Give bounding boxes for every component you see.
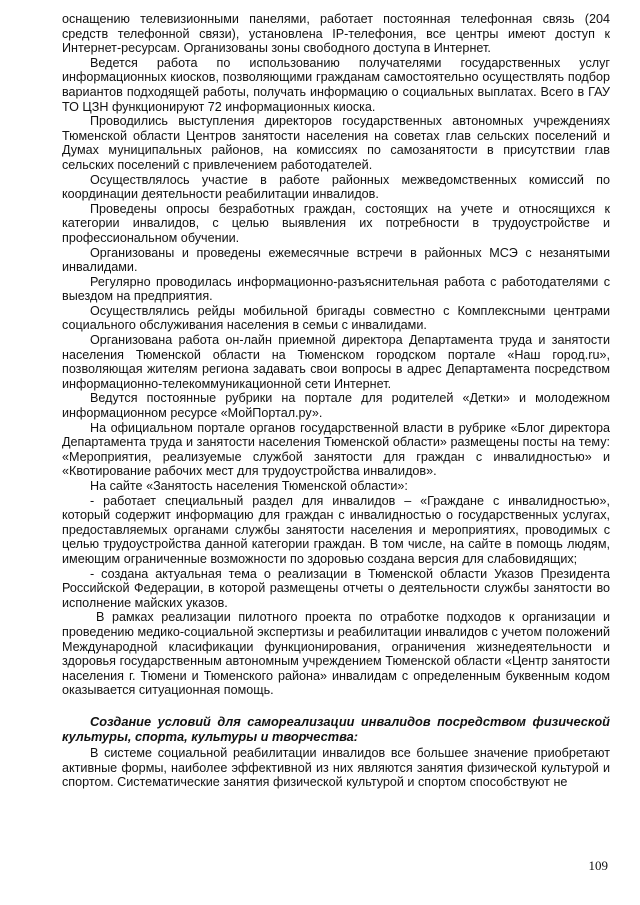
paragraph: В рамках реализации пилотного проекта по отработке подходов к организации и проведению медико-социальной экспертизы и реабилитации инвалидов с учетом положений Международной класификации функционирования, ограничения жизнедеятельности и здоровья государственным автономным учреждением Тюменской области «Центр занятости населения г. Тюмени и Тюменского района» инвалидам с определенным буквенным кодом оказывается ситуационная помощь.: [62, 610, 610, 698]
page-number: 109: [588, 858, 608, 873]
section-heading: Создание условий для самореализации инвалидов посредством физической культуры, спорта, культуры и творчества:: [62, 713, 610, 744]
paragraph: Ведутся постоянные рубрики на портале для родителей «Детки» и молодежном информационном ресурсе «МойПортал.ру».: [62, 391, 610, 421]
paragraph: Проводились выступления директоров государственных автономных учреждениях Тюменской области Центров занятости населения на советах глав сельских поселений и Думах муниципальных районов, на комиссиях по самозанятости в присутствии глав сельских поселений с привлечением работодателей.: [62, 114, 610, 172]
paragraph: Осуществлялись рейды мобильной бригады совместно с Комплексными центрами социального обслуживания населения в семьи с инвалидами.: [62, 303, 610, 333]
paragraph: Ведется работа по использованию получателями государственных услуг информационных киосков, позволяющими гражданам самостоятельно осуществлять подбор вариантов подходящей работы, получать информацию о социальных выплатах. Всего в ГАУ ТО ЦЗН функционируют 72 информационных киоска.: [62, 55, 610, 114]
paragraph: оснащению телевизионными панелями, работает постоянная телефонная связь (204 средств телефонной связи), установлена IP-телефония, все центры имеют доступ к Интернет-ресурсам. Организованы зоны свободного доступа в Интернет.: [62, 12, 610, 56]
closing-paragraph: В системе социальной реабилитации инвалидов все большее значение приобретают активные формы, наиболее эффективной из них являются занятия физической культурой и спортом. Систематические занятия физической культурой и спортом способствуют не: [62, 745, 610, 790]
paragraph: Осуществлялось участие в работе районных межведомственных комиссий по координации деятельности реабилитации инвалидов.: [62, 172, 610, 202]
paragraph: Регулярно проводилась информационно-разъяснительная работа с работодателями с выездом на предприятия.: [62, 274, 610, 304]
paragraph: Проведены опросы безработных граждан, состоящих на учете и относящихся к категории инвалидов, с целью выявления их потребности в трудоустройстве и профессиональном обучении.: [62, 201, 610, 245]
paragraph: На официальном портале органов государственной власти в рубрике «Блог директора Департамента труда и занятости населения Тюменской области» размещены посты на тему: «Мероприятия, реализуемые службой занятости для граждан с инвалидностью» и «Квотирование рабочих мест для трудоустройства инвалидов».: [62, 420, 610, 479]
paragraph: - работает специальный раздел для инвалидов – «Граждане с инвалидностью», который содержит информацию для граждан с инвалидностью о государственных услугах, предоставляемых органами службы занятости населения и мероприятиях, проводимых с целью трудоустройства данной категории граждан. В том числе, на сайте в помощь людям, имеющим ограниченные возможности по здоровью создана версия для слабовидящих;: [62, 493, 610, 566]
paragraph: Организованы и проведены ежемесячные встречи в районных МСЭ с незанятыми инвалидами.: [62, 245, 610, 275]
paragraph: - создана актуальная тема о реализации в Тюменской области Указов Президента Российской Федерации, в которой размещены отчеты о деятельности службы занятости во исполнение майских указов.: [62, 566, 610, 610]
paragraph: Организована работа он-лайн приемной директора Департамента труда и занятости населения Тюменской области на Тюменском городском портале «Наш город.ru», позволяющая жителям региона задавать свои вопросы в адрес Департамента посредством информационно-телекоммуникационной сети Интернет.: [62, 333, 610, 391]
body-text: [62, 12, 610, 698]
paragraph: На сайте «Занятость населения Тюменской области»:: [90, 479, 408, 493]
